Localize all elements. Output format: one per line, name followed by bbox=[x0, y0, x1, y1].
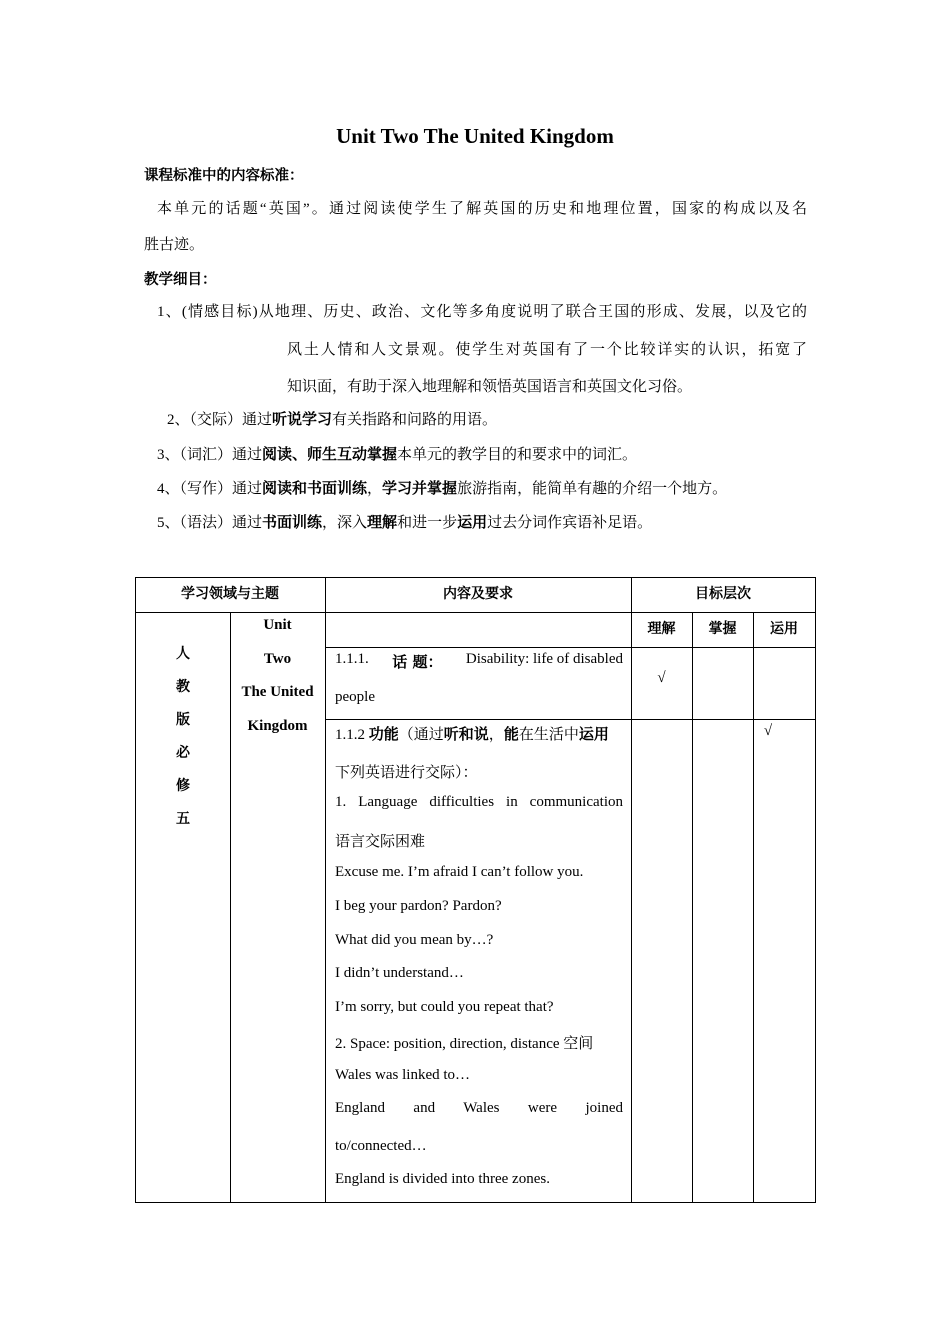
row2-content-line: Excuse me. I’m afraid I can’t follow you. bbox=[335, 864, 584, 880]
row2-content-line: to/connected… bbox=[335, 1138, 427, 1154]
row2-content-line: What did you mean by…? bbox=[335, 932, 494, 948]
header-level-master: 掌握 bbox=[708, 621, 737, 637]
row2-content-line: 语言交际困难 bbox=[335, 834, 426, 850]
row2-content-line: England and Wales were joined bbox=[335, 1100, 623, 1116]
textbook-char: 五 bbox=[176, 811, 190, 827]
content-standard-line-2: 胜古迹。 bbox=[144, 237, 205, 253]
detail-item-1-line-2: 风土人情和人文景观。使学生对英国有了一个比较详实的认识，拓宽了 bbox=[287, 342, 807, 358]
teaching-details-heading: 教学细目： bbox=[144, 272, 217, 288]
row2-function-intro: 1.1.2 功能（通过听和说，能在生活中运用 bbox=[335, 725, 609, 743]
content-standard-heading: 课程标准中的内容标准： bbox=[144, 168, 304, 184]
table-header-divider bbox=[135, 612, 816, 613]
row2-check-apply: √ bbox=[763, 723, 773, 739]
row1-check-understand: √ bbox=[657, 670, 666, 686]
textbook-char: 教 bbox=[176, 679, 190, 695]
page-title: Unit Two The United Kingdom bbox=[336, 124, 614, 148]
unit-name-line: Kingdom bbox=[247, 718, 308, 734]
row2-content-line: Wales was linked to… bbox=[335, 1067, 471, 1083]
table-border-bottom bbox=[135, 1202, 816, 1203]
header-target-level: 目标层次 bbox=[695, 586, 751, 602]
detail-item-3: 3、（词汇）通过阅读、师生互动掌握本单元的教学目的和要求中的词汇。 bbox=[157, 445, 638, 463]
header-learning-domain: 学习领域与主题 bbox=[181, 586, 279, 602]
detail-item-4: 4、（写作）通过阅读和书面训练，学习并掌握旅游指南，能简单有趣的介绍一个地方。 bbox=[157, 479, 728, 497]
row1-topic-line: 1.1.1. 话 题： Disability: life of disabled bbox=[335, 651, 623, 671]
table-col-divider-2 bbox=[325, 577, 326, 1203]
textbook-char: 版 bbox=[176, 712, 190, 728]
textbook-char: 必 bbox=[176, 745, 190, 761]
row2-content-line: England is divided into three zones. bbox=[335, 1171, 550, 1187]
unit-name-line: Unit bbox=[263, 617, 292, 633]
detail-item-1-line-1: 1、(情感目标)从地理、历史、政治、文化等多角度说明了联合王国的形成、发展，以及它的 bbox=[157, 304, 807, 320]
detail-item-2: 2、（交际）通过听说学习有关指路和问路的用语。 bbox=[167, 410, 498, 428]
content-standard-line-1: 本单元的话题“英国”。通过阅读使学生了解英国的历史和地理位置，国家的构成以及名 bbox=[157, 201, 807, 217]
unit-name-line: Two bbox=[263, 651, 292, 667]
table-border-right bbox=[815, 577, 816, 1203]
header-level-apply: 运用 bbox=[770, 621, 798, 637]
row2-content-line: I beg your pardon? Pardon? bbox=[335, 898, 502, 914]
table-col-divider-4 bbox=[692, 612, 693, 1203]
detail-item-5: 5、（语法）通过书面训练，深入理解和进一步运用过去分词作宾语补足语。 bbox=[157, 513, 653, 531]
table-border-left bbox=[135, 577, 136, 1203]
unit-name-line: The United bbox=[241, 684, 314, 700]
row2-content-line: I didn’t understand… bbox=[335, 965, 464, 981]
table-row-divider-1 bbox=[325, 647, 816, 648]
detail-item-1-line-3: 知识面，有助于深入地理解和领悟英国语言和英国文化习俗。 bbox=[287, 379, 693, 395]
textbook-char: 人 bbox=[176, 646, 190, 662]
table-col-divider-5 bbox=[753, 612, 754, 1203]
header-content-requirements: 内容及要求 bbox=[443, 586, 513, 602]
header-level-understand: 理解 bbox=[647, 621, 676, 637]
row2-content-line: 1. Language difficulties in communication bbox=[335, 794, 623, 810]
textbook-char: 修 bbox=[176, 778, 190, 794]
table-border-top bbox=[135, 577, 816, 578]
table-row-divider-2 bbox=[325, 719, 816, 720]
row2-function-intro-2: 下列英语进行交际）： bbox=[335, 765, 478, 781]
row1-topic-line-2: people bbox=[335, 689, 375, 705]
row2-content-line: I’m sorry, but could you repeat that? bbox=[335, 999, 554, 1015]
row2-content-line: 2. Space: position, direction, distance 空间 bbox=[335, 1036, 594, 1052]
